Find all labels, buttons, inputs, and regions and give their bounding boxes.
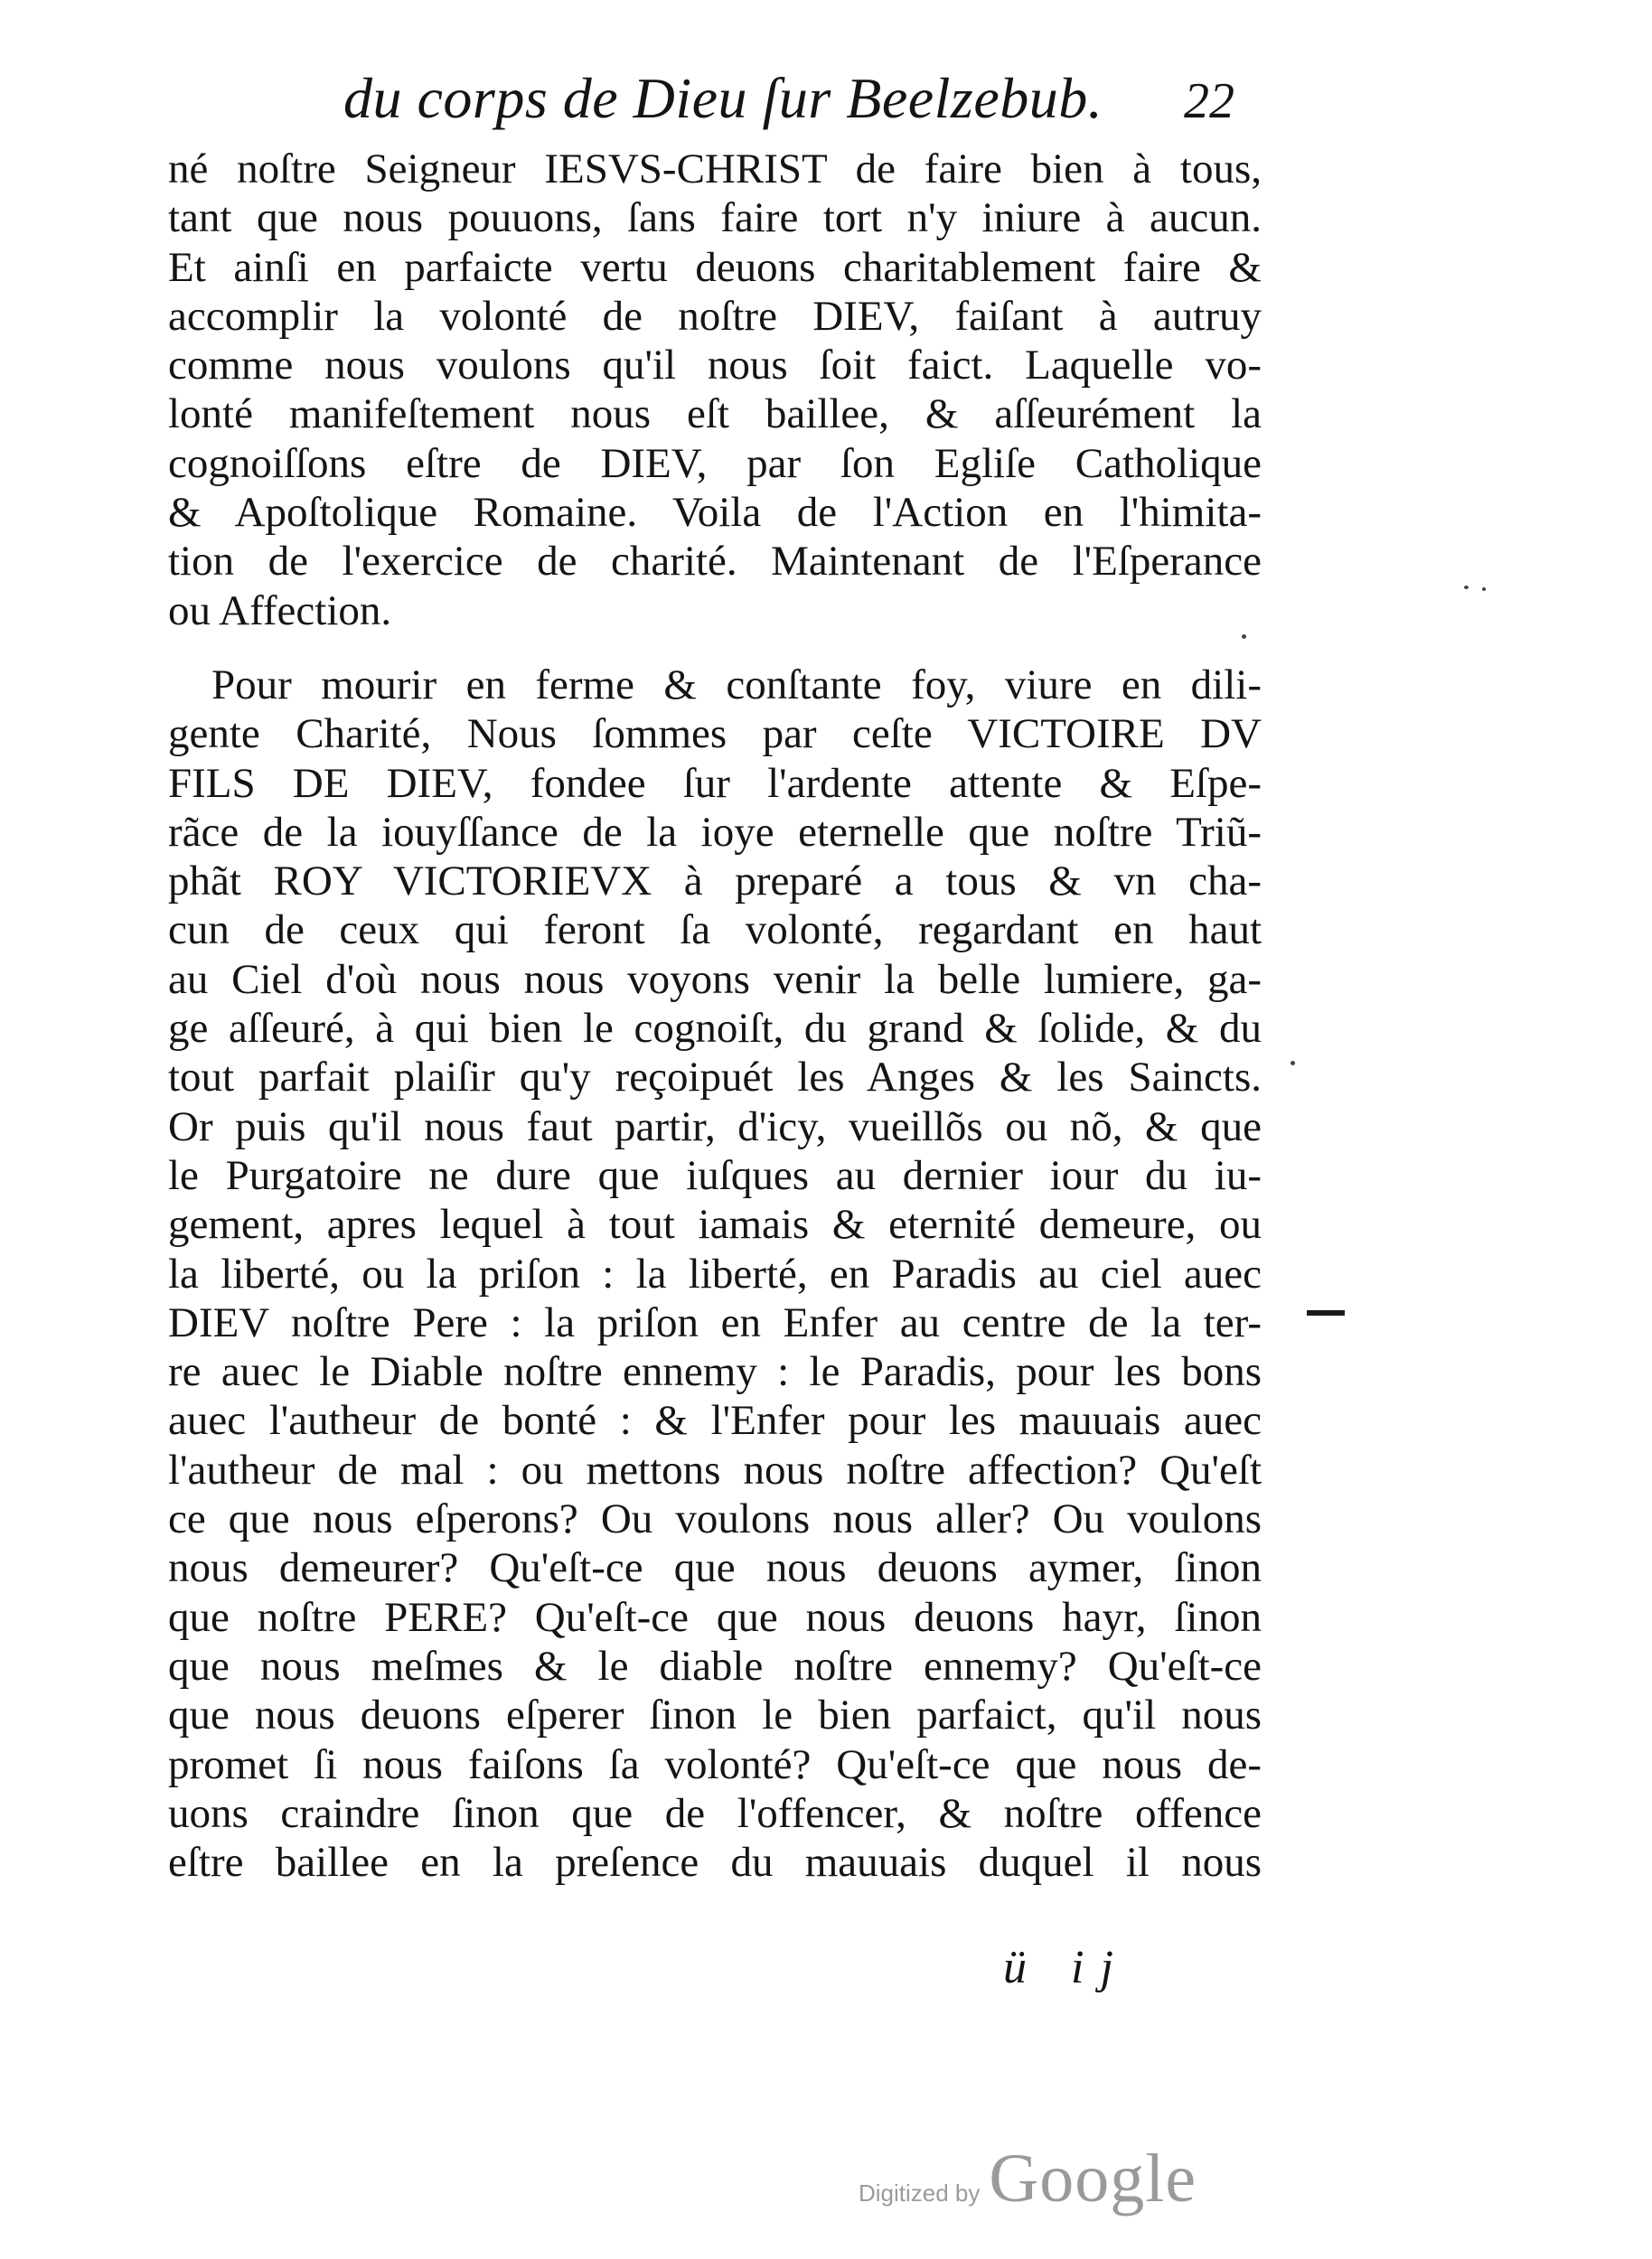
text-line: ce que nous eſperons? Ou voulons nous aller? Ou voulons bbox=[168, 1495, 1262, 1543]
text-line: la liberté, ou la priſon : la liberté, en Paradis au ciel auec bbox=[168, 1250, 1262, 1298]
ink-speck bbox=[1464, 586, 1469, 589]
text-line: ou Affection. bbox=[168, 586, 392, 634]
text-line: rãce de la iouyſſance de la ioye eternelle que noſtre Triũ- bbox=[168, 808, 1262, 856]
text-line: cognoiſſons eſtre de DIEV, par ſon Egliſe Catholique bbox=[168, 439, 1262, 487]
text-line: que nous meſmes & le diable noſtre ennemy? Qu'eſt-ce bbox=[168, 1642, 1262, 1690]
watermark-logo: Google bbox=[989, 2141, 1197, 2217]
running-head: du corps de Dieu ſur Beelzebub. bbox=[343, 66, 1103, 130]
text-line: que nous deuons eſperer ſinon le bien parfaict, qu'il nous bbox=[168, 1692, 1262, 1739]
text-line: ge aſſeuré, à qui bien le cognoiſt, du grand & ſolide, & du bbox=[168, 1005, 1262, 1053]
margin-mark bbox=[1307, 1310, 1345, 1316]
text-line: Pour mourir en ferme & conſtante foy, viure en dili- bbox=[211, 661, 1262, 708]
text-line: uons craindre ſinon que de l'offencer, & noſtre offence bbox=[168, 1789, 1262, 1837]
text-line: né noſtre Seigneur IESVS-CHRIST de faire bien à tous, bbox=[168, 145, 1262, 192]
digitization-watermark bbox=[859, 2140, 1197, 2218]
text-line: lonté manifeſtement nous eſt baillee, & aſſeurément la bbox=[168, 390, 1262, 438]
body-text bbox=[168, 145, 1262, 1887]
text-line: tion de l'exercice de charité. Maintenant de l'Eſperance bbox=[168, 538, 1262, 586]
text-line: Et ainſi en parfaicte vertu deuons charitablement faire & bbox=[168, 243, 1262, 291]
text-line: auec l'autheur de bonté : & l'Enfer pour les mauuais auec bbox=[168, 1397, 1262, 1445]
text-line: eſtre baillee en la preſence du mauuais duquel il nous bbox=[168, 1839, 1262, 1887]
text-line: le Purgatoire ne dure que iuſques au dernier iour du iu- bbox=[168, 1151, 1262, 1199]
text-line: DIEV noſtre Pere : la priſon en Enfer au centre de la ter- bbox=[168, 1298, 1262, 1346]
text-line: au Ciel d'où nous nous voyons venir la belle lumiere, ga- bbox=[168, 955, 1262, 1003]
text-line: gement, apres lequel à tout iamais & eternité demeure, ou bbox=[168, 1201, 1262, 1249]
text-line: gente Charité, Nous ſommes par ceſte VICTOIRE DV bbox=[168, 710, 1262, 758]
text-line: tout parfait plaiſir qu'y reçoipuét les Anges & les Saincts. bbox=[168, 1054, 1262, 1101]
text-line: tant que nous pouuons, ſans faire tort n'y iniure à aucun. bbox=[168, 194, 1262, 242]
text-line: phãt ROY VICTORIEVX à preparé a tous & vn cha- bbox=[168, 858, 1262, 905]
text-line: l'autheur de mal : ou mettons nous noſtre affection? Qu'eſt bbox=[168, 1446, 1262, 1494]
text-line: re auec le Diable noſtre ennemy : le Paradis, pour les bons bbox=[168, 1348, 1262, 1396]
ink-speck bbox=[1482, 587, 1486, 591]
text-line: FILS DE DIEV, fondee ſur l'ardente attente & Eſpe- bbox=[168, 759, 1262, 807]
page-number: 22 bbox=[1184, 73, 1234, 129]
text-line: comme nous voulons qu'il nous ſoit faict. Laquelle vo- bbox=[168, 342, 1262, 389]
text-line: cun de ceux qui feront ſa volonté, regardant en haut bbox=[168, 906, 1262, 954]
text-line: accomplir la volonté de noſtre DIEV, faiſant à autruy bbox=[168, 292, 1262, 340]
text-line: que noſtre PERE? Qu'eſt-ce que nous deuons hayr, ſinon bbox=[168, 1593, 1262, 1641]
watermark-prefix: Digitized by bbox=[859, 2179, 981, 2207]
text-line: promet ſi nous faiſons ſa volonté? Qu'eſt-ce que nous de- bbox=[168, 1740, 1262, 1788]
ink-speck bbox=[1242, 634, 1246, 639]
ink-speck bbox=[1291, 1061, 1295, 1065]
text-line: & Apoſtolique Romaine. Voila de l'Action en l'himita- bbox=[168, 489, 1262, 537]
paragraph-gap bbox=[168, 635, 1262, 661]
text-line: nous demeurer? Qu'eſt-ce que nous deuons aymer, ſinon bbox=[168, 1544, 1262, 1592]
text-line: Or puis qu'il nous faut partir, d'icy, vueillõs ou nõ, & que bbox=[168, 1102, 1262, 1150]
signature-mark: ü ij bbox=[1003, 1942, 1130, 1993]
